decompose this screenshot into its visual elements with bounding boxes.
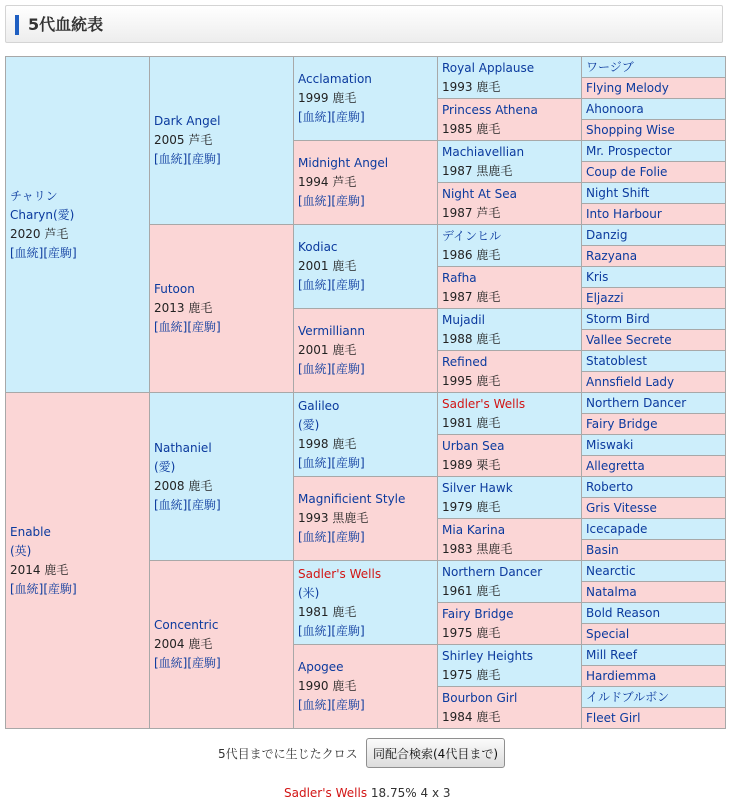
horse-birth-color: 1981 鹿毛 [298, 604, 357, 619]
pedigree-cell-g5 [582, 477, 726, 498]
horse-name-link[interactable]: イルドブルボン [586, 689, 670, 704]
horse-name-link[interactable]: チャリン [10, 188, 58, 203]
horse-birth-color: 1985 鹿毛 [442, 121, 501, 136]
horse-birth-color: 1987 芦毛 [442, 205, 501, 220]
horse-name-link[interactable]: Allegretta [586, 458, 645, 473]
pedigree-cell-g4 [438, 351, 582, 393]
horse-birth-color: 1993 黒鹿毛 [298, 511, 369, 525]
pedigree-cell-g5 [582, 183, 726, 204]
bloodline-link[interactable]: [血統] [10, 581, 44, 596]
horse-name-link[interactable]: Galileo [298, 398, 340, 413]
horse-links [298, 622, 433, 641]
horse-name-link[interactable]: Ahonoora [586, 101, 644, 116]
horse-name-link[interactable]: Mujadil [442, 312, 485, 327]
pedigree-cell-g5 [582, 519, 726, 540]
pedigree-cell-g5 [582, 624, 726, 645]
horse-birth-color: 1983 黒鹿毛 [442, 541, 513, 556]
pedigree-cell-g5 [582, 603, 726, 624]
horse-name-link[interactable]: Magnificient Style [298, 492, 406, 506]
horse-name-link[interactable]: Princess Athena [442, 102, 538, 117]
pedigree-cell-g5 [582, 246, 726, 267]
horse-name-link[interactable]: Into Harbour [586, 206, 662, 221]
pedigree-cell-g4 [438, 99, 582, 141]
cross-label: 5代目までに生じたクロス [218, 747, 358, 761]
similar-mating-search-button[interactable]: 同配合検索(4代目まで) [366, 738, 505, 768]
horse-links [154, 318, 289, 337]
pedigree-cell-g5 [582, 225, 726, 246]
pedigree-cell-g5 [582, 498, 726, 519]
horse-name-link[interactable]: Northern Dancer [442, 564, 543, 579]
horse-birth-color: 1993 鹿毛 [442, 79, 501, 94]
pedigree-cell-g5 [582, 414, 726, 435]
horse-name-link[interactable]: Eljazzi [586, 290, 624, 305]
horse-birth-color: 2001 鹿毛 [298, 343, 357, 357]
horse-name-link[interactable]: Night Shift [586, 185, 650, 200]
pedigree-cell-g5 [582, 330, 726, 351]
pedigree-cell-g3 [294, 561, 438, 645]
pedigree-cell-g3 [294, 309, 438, 393]
pedigree-cell-g5 [582, 708, 726, 729]
horse-name-link[interactable]: Coup de Folie [586, 164, 668, 179]
horse-birth-color: 1990 鹿毛 [298, 679, 357, 693]
horse-name-link[interactable]: Shopping Wise [586, 122, 675, 137]
cross-generations: 4 x 3 [420, 786, 451, 800]
pedigree-cell-g3 [294, 141, 438, 225]
pedigree-cell-g4 [438, 393, 582, 435]
horse-name-link[interactable]: Enable [10, 524, 51, 539]
foal-link[interactable]: [産駒] [331, 698, 365, 712]
bloodline-link[interactable]: [血統] [298, 623, 332, 638]
horse-birth-color: 2001 鹿毛 [298, 259, 357, 273]
pedigree-cell-g2 [150, 561, 294, 729]
pedigree-cell-g2 [150, 393, 294, 561]
horse-name-link[interactable]: Storm Bird [586, 311, 650, 326]
pedigree-table [5, 56, 726, 729]
foal-link[interactable]: [産駒] [43, 245, 77, 260]
horse-origin: (愛) [298, 417, 320, 432]
horse-birth-color: 2004 鹿毛 [154, 637, 213, 651]
horse-name-link[interactable]: Hardiemma [586, 668, 657, 683]
foal-link[interactable]: [産駒] [331, 530, 365, 544]
horse-name-link[interactable]: Mr. Prospector [586, 143, 672, 158]
pedigree-cell-g5 [582, 288, 726, 309]
bloodline-link[interactable]: [血統] [298, 278, 332, 292]
horse-birth-color: 1975 鹿毛 [442, 667, 501, 682]
bloodline-link[interactable]: [血統] [298, 698, 332, 712]
pedigree-cell-g5 [582, 435, 726, 456]
horse-name-link[interactable]: Icecapade [586, 521, 648, 536]
horse-links [298, 528, 433, 547]
horse-birth-color: 1999 鹿毛 [298, 91, 357, 105]
foal-link[interactable]: [産駒] [187, 656, 221, 670]
horse-birth-color: 1961 鹿毛 [442, 583, 501, 598]
pedigree-cell-g2 [150, 225, 294, 393]
horse-name-link[interactable]: Bourbon Girl [442, 690, 518, 705]
pedigree-cell-g4 [438, 267, 582, 309]
pedigree-row [6, 57, 726, 78]
section-header [5, 5, 723, 43]
horse-name-link[interactable]: Statoblest [586, 353, 648, 368]
pedigree-row [6, 393, 726, 414]
pedigree-cell-g1 [6, 57, 150, 393]
bloodline-link[interactable]: [血統] [298, 362, 332, 376]
horse-origin: (米) [298, 585, 320, 600]
pedigree-cell-g4 [438, 561, 582, 603]
pedigree-cell-g5 [582, 99, 726, 120]
pedigree-cell-g5 [582, 57, 726, 78]
horse-origin: (愛) [154, 459, 176, 474]
horse-name-link[interactable]: Northern Dancer [586, 395, 687, 410]
horse-birth-color: 1994 芦毛 [298, 175, 357, 189]
pedigree-cell-g1 [6, 393, 150, 729]
pedigree-cell-g3 [294, 645, 438, 729]
horse-links [298, 108, 433, 127]
horse-name-link[interactable]: Nathaniel [154, 440, 212, 455]
horse-name-link[interactable]: Fairy Bridge [442, 606, 514, 621]
horse-name-link[interactable]: Annsfield Lady [586, 374, 675, 389]
horse-birth-color: 1989 栗毛 [442, 457, 501, 472]
horse-links [154, 496, 289, 515]
pedigree-cell-g5 [582, 267, 726, 288]
pedigree-cell-g4 [438, 141, 582, 183]
horse-links [298, 454, 433, 473]
pedigree-cell-g5 [582, 393, 726, 414]
header-accent-bar [15, 15, 19, 35]
horse-links [298, 696, 433, 715]
cross-row [284, 786, 451, 800]
horse-birth-color: 2020 芦毛 [10, 226, 69, 241]
pedigree-cell-g4 [438, 519, 582, 561]
bloodline-link[interactable]: [血統] [298, 530, 332, 544]
pedigree-cell-g5 [582, 120, 726, 141]
horse-name-link[interactable]: Mill Reef [586, 647, 637, 662]
horse-name-link[interactable]: Bold Reason [586, 605, 661, 620]
pedigree-cell-g5 [582, 456, 726, 477]
horse-links [298, 192, 433, 211]
horse-name-link[interactable]: ワージブ [586, 59, 634, 74]
bloodline-link[interactable]: [血統] [298, 455, 332, 470]
pedigree-cell-g4 [438, 435, 582, 477]
horse-origin: (英) [10, 543, 32, 558]
horse-birth-color: 2008 鹿毛 [154, 478, 213, 493]
horse-name-link[interactable]: Razyana [586, 248, 638, 263]
pedigree-cell-g4 [438, 477, 582, 519]
horse-name-link[interactable]: Danzig [586, 227, 628, 242]
pedigree-cell-g4 [438, 687, 582, 729]
cross-horse-link[interactable]: Sadler's Wells [284, 786, 368, 800]
horse-birth-color: 2014 鹿毛 [10, 562, 69, 577]
foal-link[interactable]: [産駒] [187, 152, 221, 166]
pedigree-cell-g5 [582, 78, 726, 99]
horse-name-link[interactable]: Acclamation [298, 72, 372, 86]
horse-name-link[interactable]: Vermilliann [298, 324, 365, 338]
horse-birth-color: 1987 黒鹿毛 [442, 163, 513, 178]
horse-name-link[interactable]: Rafha [442, 270, 477, 285]
pedigree-cell-g3 [294, 225, 438, 309]
horse-links [298, 276, 433, 295]
horse-birth-color: 2005 芦毛 [154, 133, 213, 147]
foal-link[interactable]: [産駒] [331, 110, 365, 124]
horse-name-link[interactable]: Miswaki [586, 437, 634, 452]
bloodline-link[interactable]: [血統] [154, 320, 188, 334]
horse-name-link[interactable]: Special [586, 626, 630, 641]
pedigree-cell-g3 [294, 477, 438, 561]
horse-name-link[interactable]: Silver Hawk [442, 480, 513, 495]
pedigree-cell-g4 [438, 225, 582, 267]
horse-name-link[interactable]: Royal Applause [442, 60, 535, 75]
horse-name-link[interactable]: Urban Sea [442, 438, 505, 453]
bloodline-link[interactable]: [血統] [298, 194, 332, 208]
foal-link[interactable]: [産駒] [331, 194, 365, 208]
horse-name-link[interactable]: Kris [586, 269, 609, 284]
horse-name-link[interactable]: Night At Sea [442, 186, 517, 201]
horse-name-link[interactable]: Basin [586, 542, 619, 557]
pedigree-cell-g5 [582, 540, 726, 561]
horse-links [298, 360, 433, 379]
foal-link[interactable]: [産駒] [187, 497, 221, 512]
horse-birth-color: 1987 鹿毛 [442, 289, 501, 304]
pedigree-cell-g5 [582, 645, 726, 666]
horse-birth-color: 1984 鹿毛 [442, 709, 501, 724]
pedigree-cell-g3 [294, 57, 438, 141]
horse-name-link[interactable]: Gris Vitesse [586, 500, 657, 515]
horse-links [154, 150, 289, 169]
bloodline-link[interactable]: [血統] [10, 245, 44, 260]
pedigree-cell-g4 [438, 645, 582, 687]
horse-name-link[interactable]: Midnight Angel [298, 156, 389, 170]
horse-birth-color: 2013 鹿毛 [154, 301, 213, 315]
horse-name-link[interactable]: Mia Karina [442, 522, 506, 537]
horse-name-link[interactable]: Shirley Heights [442, 648, 534, 663]
pedigree-cell-g5 [582, 204, 726, 225]
pedigree-cell-g5 [582, 309, 726, 330]
horse-birth-color: 1975 鹿毛 [442, 625, 501, 640]
pedigree-cell-g5 [582, 687, 726, 708]
horse-birth-color: 1988 鹿毛 [442, 331, 501, 346]
bloodline-link[interactable]: [血統] [154, 152, 188, 166]
horse-birth-color: 1998 鹿毛 [298, 436, 357, 451]
pedigree-cell-g5 [582, 372, 726, 393]
horse-name-link[interactable]: Refined [442, 354, 488, 369]
pedigree-cell-g5 [582, 561, 726, 582]
pedigree-cell-g5 [582, 141, 726, 162]
horse-name-link[interactable]: Natalma [586, 584, 637, 599]
bloodline-link[interactable]: [血統] [298, 110, 332, 124]
horse-name-link[interactable]: Fairy Bridge [586, 416, 658, 431]
horse-birth-color: 1986 鹿毛 [442, 247, 501, 262]
pedigree-cell-g5 [582, 666, 726, 687]
horse-name-link[interactable]: Vallee Secrete [586, 332, 672, 347]
horse-name-link[interactable]: Dark Angel [154, 114, 221, 128]
horse-birth-color: 1981 鹿毛 [442, 415, 501, 430]
horse-name-link[interactable]: Concentric [154, 618, 219, 632]
foal-link[interactable]: [産駒] [331, 278, 365, 292]
horse-links [154, 654, 289, 673]
horse-links [10, 580, 145, 599]
page-title: 5代血統表 [28, 15, 104, 34]
horse-name-link[interactable]: Nearctic [586, 563, 636, 578]
pedigree-cell-g5 [582, 162, 726, 183]
pedigree-cell-g4 [438, 603, 582, 645]
foal-link[interactable]: [産駒] [187, 320, 221, 334]
foal-link[interactable]: [産駒] [331, 455, 365, 470]
horse-name-link[interactable]: Futoon [154, 282, 195, 296]
bloodline-link[interactable]: [血統] [154, 497, 188, 512]
horse-name-link[interactable]: Machiavellian [442, 144, 525, 159]
horse-name-link[interactable]: Fleet Girl [586, 710, 641, 725]
horse-name-link[interactable]: Apogee [298, 660, 344, 674]
horse-birth-color: 1979 鹿毛 [442, 499, 501, 514]
horse-name-link[interactable]: Kodiac [298, 240, 338, 254]
horse-links [10, 244, 145, 263]
horse-name-link[interactable]: デインヒル [442, 228, 502, 243]
pedigree-cell-g5 [582, 351, 726, 372]
bloodline-link[interactable]: [血統] [154, 656, 188, 670]
foal-link[interactable]: [産駒] [43, 581, 77, 596]
horse-name-link[interactable]: Sadler's Wells [442, 396, 526, 411]
horse-origin: Charyn(愛) [10, 207, 75, 222]
cross-percent: 18.75% [370, 786, 417, 800]
horse-name-link[interactable]: Flying Melody [586, 80, 669, 95]
pedigree-cell-g2 [150, 57, 294, 225]
horse-name-link[interactable]: Roberto [586, 479, 634, 494]
horse-name-link[interactable]: Sadler's Wells [298, 566, 382, 581]
pedigree-cell-g4 [438, 183, 582, 225]
pedigree-cell-g4 [438, 57, 582, 99]
pedigree-cell-g5 [582, 582, 726, 603]
horse-birth-color: 1995 鹿毛 [442, 373, 501, 388]
pedigree-cell-g4 [438, 309, 582, 351]
foal-link[interactable]: [産駒] [331, 623, 365, 638]
foal-link[interactable]: [産駒] [331, 362, 365, 376]
pedigree-cell-g3 [294, 393, 438, 477]
